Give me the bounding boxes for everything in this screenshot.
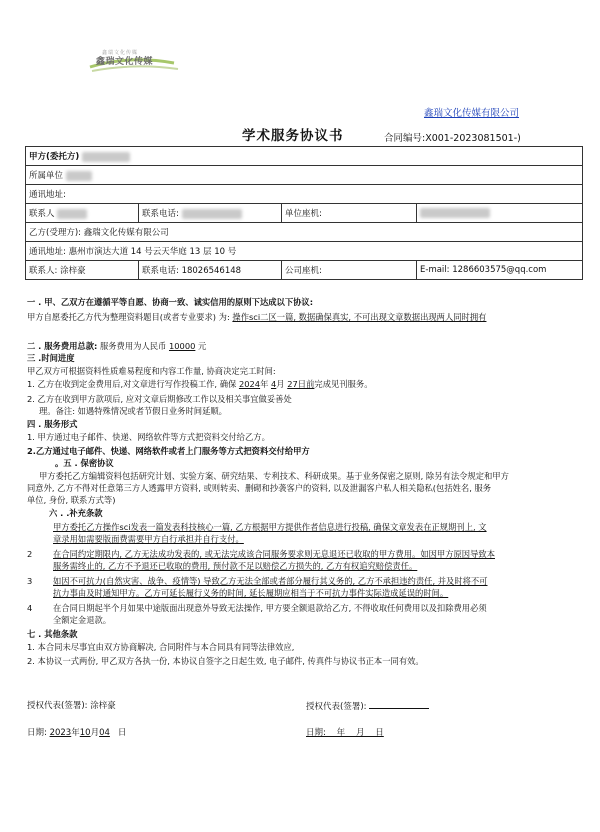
right-date: 日期: 年 月 日 bbox=[306, 728, 384, 738]
section-6-item-4 bbox=[27, 602, 577, 614]
logo-name: 鑫瑞文化传媒 bbox=[96, 57, 154, 67]
section-3-item-1-year-word: 年 bbox=[260, 379, 269, 389]
party-b-phone: 联系电话: 18026546148 bbox=[139, 261, 282, 280]
section-6-line-8: 全额定金退款。 bbox=[53, 615, 112, 625]
section-5-para-2: 同意外, 乙方不得对任意第三方人透露甲方资料, 或则转卖、删砌和抄袭客户的资料, 以及泄漏客户私人相关隐私(包括姓名, 服务 bbox=[27, 483, 492, 493]
section-4-item-1: 1. 甲方通过电子邮件、快递、网络软件等方式把资料交付给乙方。 bbox=[27, 432, 270, 442]
right-signature-line bbox=[369, 699, 429, 709]
company-logo bbox=[88, 49, 180, 77]
redacted-party-a bbox=[82, 152, 130, 162]
section-6-line-1: 甲方委托乙方操作sci发表一篇发表科技核心一篇, 乙方根据甲方提供作者信息进行投稿, 确保文章发表在正规期刊上, 文 bbox=[53, 522, 487, 532]
section-3-item-1-month: 4 bbox=[271, 379, 277, 389]
section-6-num-4: 4 bbox=[27, 603, 33, 613]
section-1-text: 甲方自愿委托乙方代为整理资料题目(或者专业要求) 为: bbox=[27, 312, 230, 322]
section-3-item-1-month-word: 月 bbox=[276, 379, 285, 389]
right-signature bbox=[306, 699, 429, 712]
contract-number: 合同编号:X001-2023081501-) bbox=[384, 133, 521, 144]
section-3-item-2: 2. 乙方在收到甲方款项后, 应对文章后期修改工作以及相关事宜做妥善处 bbox=[27, 394, 292, 404]
section-3-title: 三 .时间进度 bbox=[27, 353, 75, 363]
section-6-line-7: 在合同日期起半个月如果中途版面出现意外导致无法操作, 甲方要全额退款给乙方, 不得收取任何费用以及扣除费用必须 bbox=[53, 603, 487, 613]
company-link[interactable]: 鑫瑞文化传媒有限公司 bbox=[424, 108, 520, 119]
section-5-para-1: 甲方委托乙方编辑资料包括研究计划、实验方案、研究结果、专利技术、科研成果。基于业务保密之原则, 除另有法令规定和甲方 bbox=[39, 471, 509, 481]
section-7-item-2: 2. 本协议一式两份, 甲乙双方各执一份, 本协议自签字之日起生效, 电子邮件, 传真件与协议书正本一同有效。 bbox=[27, 656, 424, 666]
left-date-year-word: 年 bbox=[71, 728, 80, 738]
section-3-item-1-day: 27日前 bbox=[287, 379, 315, 389]
section-1-value: 操作sci二区一篇, 数据确保真实, 不可出现文章数据出现两人同时拥有 bbox=[232, 312, 487, 322]
section-6-line-2: 章录用如需要版面费需要甲方自行承担并自行支付。 bbox=[53, 534, 244, 544]
unit-phone-cell bbox=[282, 204, 417, 223]
left-date-month-word: 月 bbox=[90, 728, 100, 738]
redacted-contact bbox=[57, 209, 87, 219]
section-3-item-1 bbox=[27, 378, 577, 390]
section-3-intro: 甲乙双方可根据资料性质难易程度和内容工作量, 协商决定完工时间: bbox=[27, 366, 276, 376]
left-date-day: 04 bbox=[99, 728, 110, 738]
document-title: 学术服务协议书 bbox=[242, 128, 344, 144]
left-date-month: 10 bbox=[79, 728, 91, 738]
right-signature-label: 授权代表(签署): bbox=[306, 702, 367, 712]
section-7-item-1: 1. 本合同未尽事宜由双方协商解决, 合同附件与本合同具有同等法律效应, bbox=[27, 642, 295, 652]
section-3-item-1-year: 2024 bbox=[238, 379, 261, 389]
section-4-item-2: 2.乙方通过电子邮件、快递、网络软件或者上门服务等方式把资料交付给甲方 bbox=[27, 446, 310, 456]
party-b-contact: 联系人: 涂梓豪 bbox=[26, 261, 139, 280]
redacted-phone bbox=[182, 209, 242, 219]
left-signature-name: 涂梓豪 bbox=[90, 701, 116, 711]
left-signature-label: 授权代表(签署): bbox=[27, 701, 88, 711]
section-1-line bbox=[27, 311, 577, 323]
phone-label: 联系电话: bbox=[142, 209, 179, 219]
section-6-line-3: 在合同约定期限内, 乙方无法成功发表的, 或无法完成该合同服务要求则无息退还已收取的甲方费用。如因甲方原因导致本 bbox=[53, 549, 495, 559]
email-cell-a bbox=[417, 204, 583, 223]
section-1-title: 一 . 甲、乙双方在遵循平等自愿、协商一致、诚实信用的原则下达成以下协议: bbox=[27, 297, 314, 307]
left-date-label: 日期: bbox=[27, 728, 47, 738]
left-date-year: 2023 bbox=[49, 728, 72, 738]
section-3-item-2-note: 理。备注: 如遇特殊情况或者节假日业务时间延顺。 bbox=[39, 406, 227, 416]
section-6-title: 六 . .补充条款 bbox=[49, 508, 103, 518]
section-2-text: 服务费用为人民币 bbox=[97, 341, 167, 351]
party-a-row bbox=[26, 147, 583, 166]
address-label: 通讯地址: bbox=[29, 190, 66, 200]
party-info-table bbox=[25, 146, 583, 280]
left-date-day-word: 日 bbox=[117, 728, 127, 738]
section-3-item-1-end: 完成见刊服务。 bbox=[314, 379, 373, 389]
section-6-line-5: 如因不可抗力(自然灾害、战争、疫情等) 导致乙方无法全部或者部分履行其义务的, 乙方不承担违约责任, 并及时将不可 bbox=[53, 576, 488, 586]
left-signature bbox=[27, 699, 116, 711]
unit-row bbox=[26, 166, 583, 185]
section-2-amount: 10000 bbox=[168, 341, 196, 351]
section-7-title: 七 . 其他条款 bbox=[27, 629, 78, 639]
section-5-title: 。五 . 保密协议 bbox=[55, 458, 114, 468]
unit-phone-label: 单位座机: bbox=[285, 209, 322, 219]
party-a-label: 甲方(委托方) bbox=[29, 152, 80, 162]
section-6-item-3 bbox=[27, 575, 577, 587]
section-6-num-3: 3 bbox=[27, 576, 33, 586]
party-b-email: E-mail: 1286603575@qq.com bbox=[417, 261, 583, 280]
section-6-num-2: 2 bbox=[27, 549, 33, 559]
section-5-para-3: 单位, 身份, 联系方式等) bbox=[27, 495, 116, 505]
unit-label: 所属单位 bbox=[29, 171, 64, 181]
redacted-unit bbox=[66, 171, 92, 181]
address-row bbox=[26, 185, 583, 204]
contact-label: 联系人 bbox=[29, 209, 55, 219]
section-6-item-2 bbox=[27, 548, 577, 560]
party-b-unit-phone: 公司座机: bbox=[282, 261, 417, 280]
party-b-row: 乙方(受理方): 鑫瑞文化传媒有限公司 bbox=[26, 223, 583, 242]
left-date bbox=[27, 726, 126, 738]
redacted-email bbox=[420, 208, 490, 218]
section-4-title: 四 . 服务形式 bbox=[27, 419, 78, 429]
section-3-item-1-text: 1. 乙方在收到定金费用后,对文章进行写作投稿工作, 确保 bbox=[27, 379, 237, 389]
section-2-unit: 元 bbox=[198, 341, 207, 351]
section-2-title: 二 . 服务费用总款: bbox=[27, 341, 98, 351]
phone-cell bbox=[139, 204, 282, 223]
section-2-line bbox=[27, 340, 577, 352]
party-b-address-row: 通讯地址: 惠州市演达大道 14 号云天华庭 13 层 10 号 bbox=[26, 242, 583, 261]
contact-cell bbox=[26, 204, 139, 223]
section-6-line-4: 服务需终止的, 乙方不予退还已收取的费用, 预付款不足以赔偿乙方损失的, 乙方有权追究赔偿责任。 bbox=[53, 561, 418, 571]
section-6-line-6: 抗力事由及时通知甲方。乙方可延长履行义务的时间, 延长履期应相当于不可抗力事件实际造成延误的时间。 bbox=[53, 588, 449, 598]
logo-subtitle: 鑫瑞文化传媒 bbox=[102, 50, 139, 56]
